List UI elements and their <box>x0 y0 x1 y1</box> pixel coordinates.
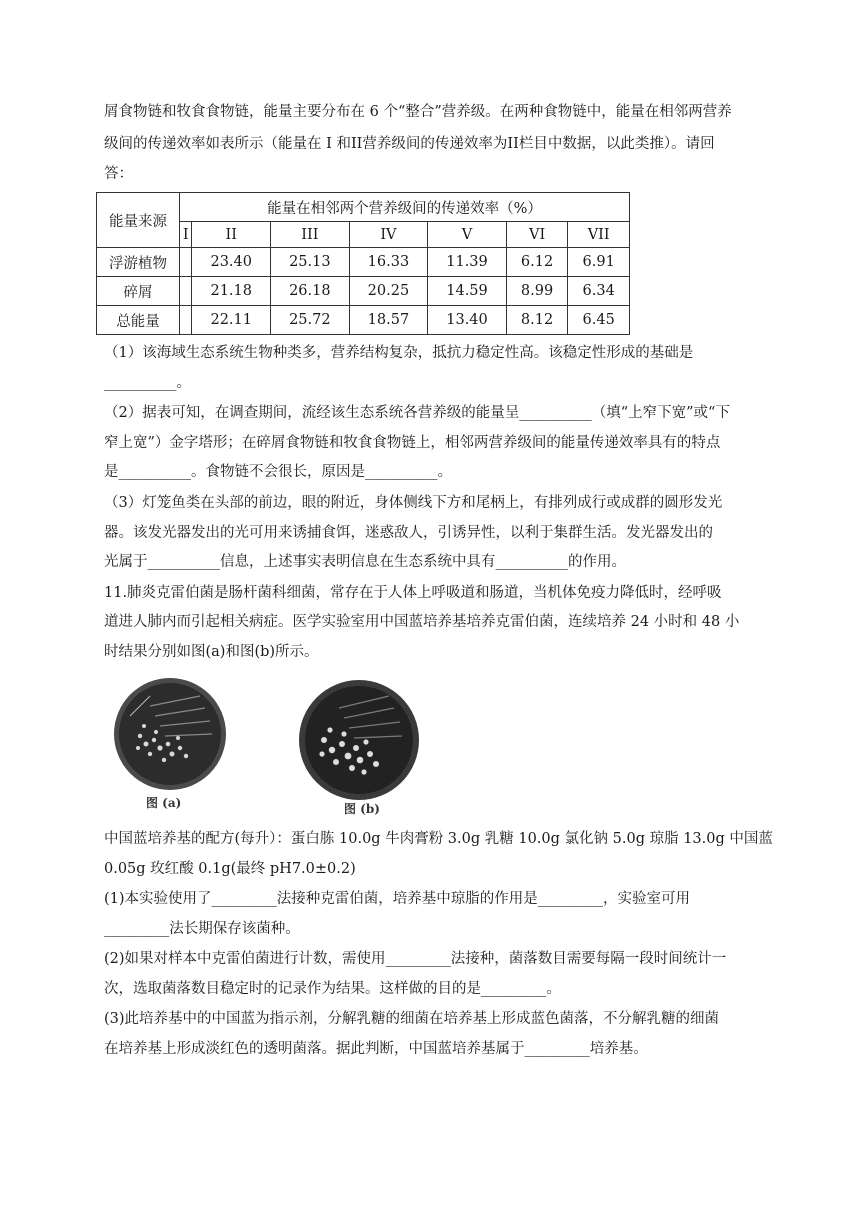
value-cell: 16.33 <box>349 248 428 277</box>
source-cell: 总能量 <box>97 306 180 335</box>
q11-line: 时结果分别如图(a)和图(b)所示。 <box>104 644 319 660</box>
value-cell: 6.91 <box>568 248 630 277</box>
figure-a-caption: 图 (a) <box>146 796 182 810</box>
figure-b-caption: 图 (b) <box>344 802 380 816</box>
q11-line: 11.肺炎克雷伯菌是肠杆菌科细菌，常存在于人体上呼吸道和肠道，当机体免疫力降低时，经呼吸 <box>104 585 722 601</box>
q10-line: 器。该发光器发出的光可用来诱捕食饵，迷惑敌人，引诱异性，以利于集群生活。发光器发出的 <box>104 525 713 541</box>
intro-line: 级间的传递效率如表所示（能量在 I 和II营养级间的传递效率为II栏目中数据，以此类推）。请回 <box>104 136 715 152</box>
value-cell: 6.45 <box>568 306 630 335</box>
value-cell <box>180 277 192 306</box>
q10-line: （1）该海域生态系统生物种类多，营养结构复杂，抵抗力稳定性高。该稳定性形成的基础是 <box>104 345 694 361</box>
value-cell: 8.12 <box>506 306 568 335</box>
q10-line: 窄上宽”）金字塔形；在碎屑食物链和牧食食物链上，相邻两营养级间的能量传递效率具有的特点 <box>104 435 721 451</box>
value-cell: 23.40 <box>192 248 271 277</box>
value-cell: 22.11 <box>192 306 271 335</box>
value-cell: 13.40 <box>428 306 507 335</box>
source-cell: 浮游植物 <box>97 248 180 277</box>
q11-body-line: (3)此培养基中的中国蓝为指示剂，分解乳糖的细菌在培养基上形成蓝色菌落，不分解乳糖的细菌 <box>104 1011 720 1027</box>
value-cell <box>180 248 192 277</box>
intro-line: 屑食物链和牧食食物链，能量主要分布在 6 个“整合”营养级。在两种食物链中，能量在相邻两营养 <box>104 104 732 120</box>
q10-line: （2）据表可知，在调查期间，流经该生态系统各营养级的能量呈__________（填“上窄下宽”或“下 <box>104 405 730 421</box>
q10-line: __________。 <box>104 375 191 391</box>
table-row <box>97 277 630 306</box>
level-header: V <box>428 222 507 248</box>
q11-body-line: 在培养基上形成淡红色的透明菌落。据此判断，中国蓝培养基属于_________培养基。 <box>104 1041 648 1057</box>
q10-line: 光属于__________信息，上述事实表明信息在生态系统中具有__________的作用。 <box>104 554 626 570</box>
value-cell: 14.59 <box>428 277 507 306</box>
q11-line: 道进人肺内而引起相关病症。医学实验室用中国蓝培养基培养克雷伯菌，连续培养 24 小时和 48 小 <box>104 614 740 630</box>
table-row <box>97 306 630 335</box>
petri-dish-figure-a <box>110 676 230 801</box>
intro-line: 答： <box>104 166 133 182</box>
value-cell: 26.18 <box>271 277 350 306</box>
q11-body-line: _________法长期保存该菌种。 <box>104 921 300 937</box>
row-header: 能量来源 <box>97 193 180 248</box>
table-row <box>97 248 630 277</box>
value-cell: 11.39 <box>428 248 507 277</box>
value-cell: 8.99 <box>506 277 568 306</box>
level-header: I <box>180 222 192 248</box>
q11-body-line: (2)如果对样本中克雷伯菌进行计数，需使用_________法接种，菌落数目需要每隔一段时间统计一 <box>104 951 727 967</box>
group-header: 能量在相邻两个营养级间的传递效率（%） <box>180 193 630 222</box>
value-cell: 6.12 <box>506 248 568 277</box>
level-header: VI <box>506 222 568 248</box>
level-header: IV <box>349 222 428 248</box>
source-cell: 碎屑 <box>97 277 180 306</box>
level-header: VII <box>568 222 630 248</box>
q11-body-line: 中国蓝培养基的配方(每升）：蛋白胨 10.0g 牛肉膏粉 3.0g 乳糖 10.0g 氯化钠 5.0g 琼脂 13.0g 中国蓝 <box>104 831 773 847</box>
value-cell: 20.25 <box>349 277 428 306</box>
q11-body-line: (1)本实验使用了_________法接种克雷伯菌，培养基中琼脂的作用是_________，实验室可用 <box>104 891 691 907</box>
value-cell: 21.18 <box>192 277 271 306</box>
value-cell: 25.13 <box>271 248 350 277</box>
q11-body-line: 次，选取菌落数目稳定时的记录作为结果。这样做的目的是_________。 <box>104 981 561 997</box>
level-header: II <box>192 222 271 248</box>
q10-line: （3）灯笼鱼类在头部的前边，眼的附近，身体侧线下方和尾柄上，有排列成行或成群的圆形发光 <box>104 495 723 511</box>
level-header: III <box>271 222 350 248</box>
value-cell: 18.57 <box>349 306 428 335</box>
q11-body-line: 0.05g 玫红酸 0.1g(最终 pH7.0±0.2) <box>104 861 356 877</box>
transfer-efficiency-table <box>96 192 630 335</box>
value-cell: 6.34 <box>568 277 630 306</box>
value-cell <box>180 306 192 335</box>
petri-dish-figure-b <box>294 678 424 808</box>
q10-line: 是__________。食物链不会很长，原因是__________。 <box>104 464 452 480</box>
value-cell: 25.72 <box>271 306 350 335</box>
